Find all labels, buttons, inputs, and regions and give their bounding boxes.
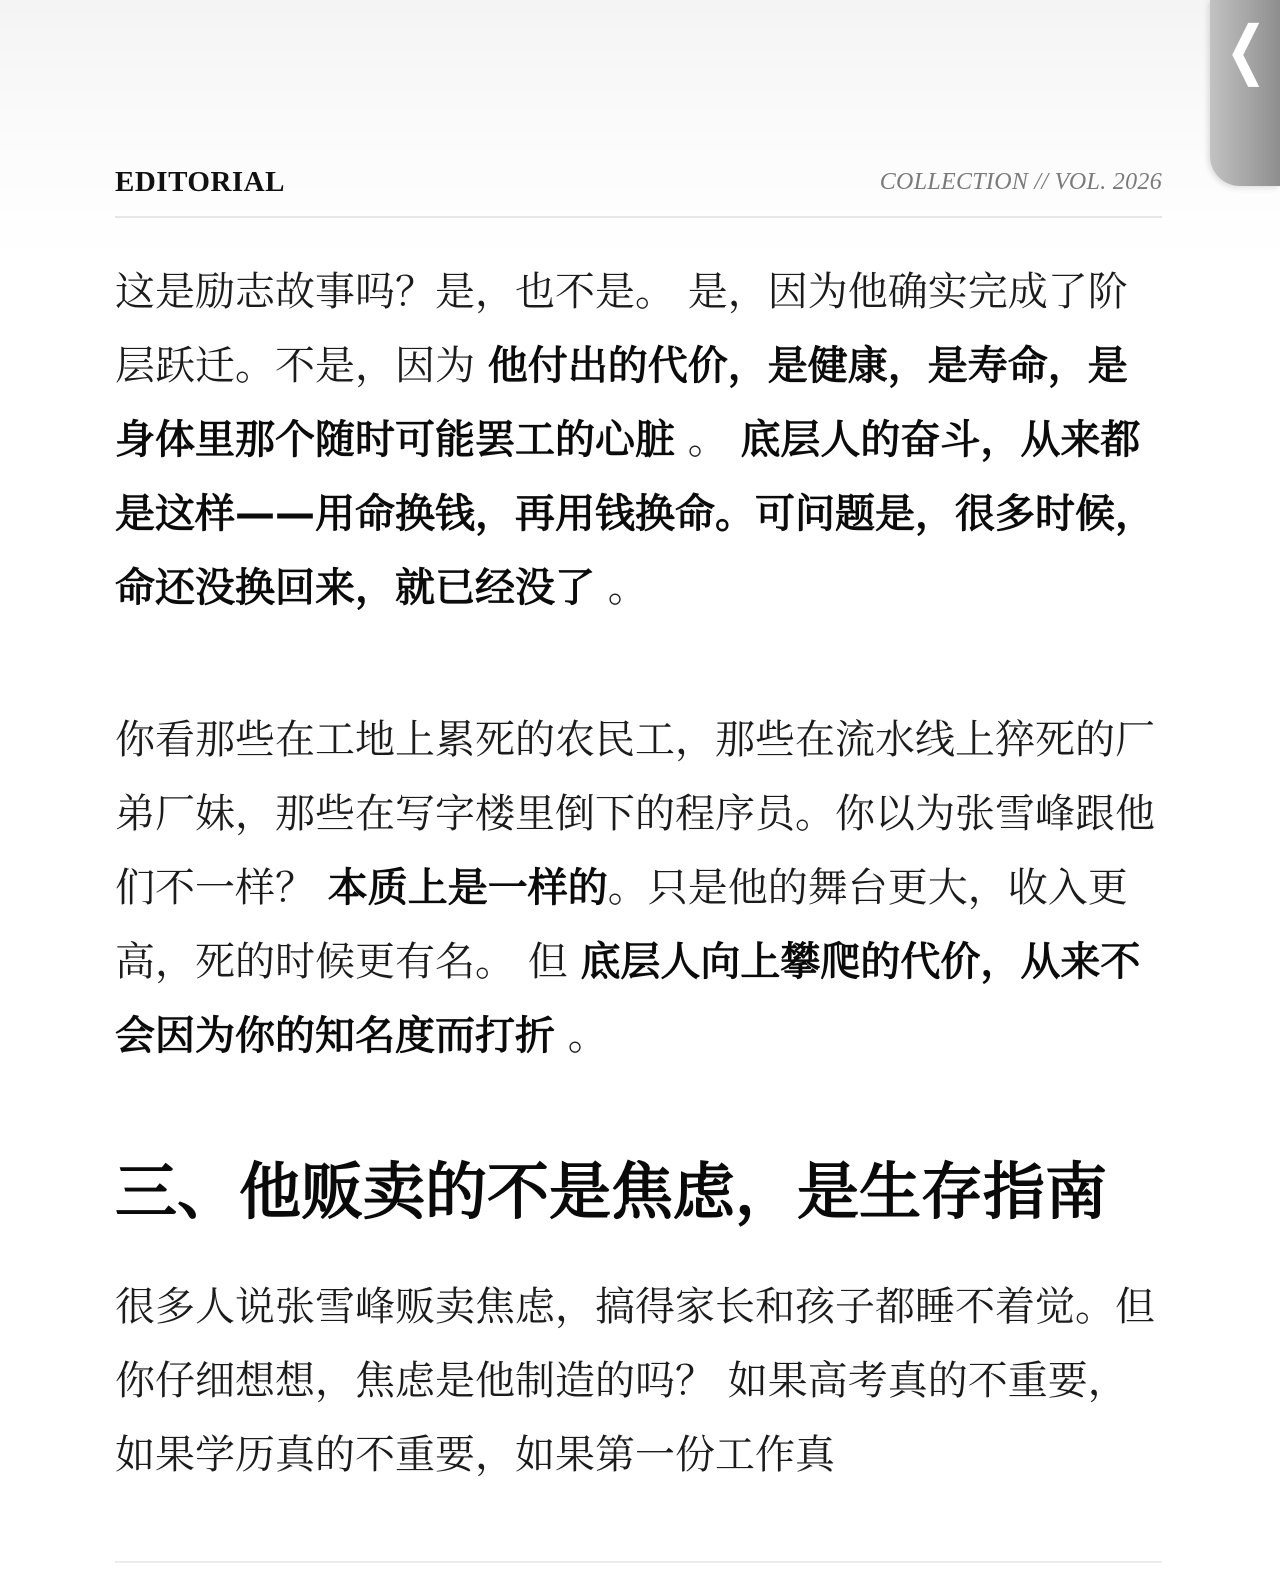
- section-heading: 三、他贩卖的不是焦虑，是生存指南: [115, 1155, 1108, 1228]
- bottom-divider: [115, 1561, 1162, 1563]
- chevron-left-icon[interactable]: ❬: [1220, 13, 1272, 86]
- bold-span: 底层人向上攀爬的代价，从来不会因为你的知名度而打折: [115, 939, 1141, 1059]
- bold-span: 。: [715, 491, 755, 537]
- text-span: 。: [555, 1013, 608, 1059]
- bold-span: 可问题是，很多时候，命还没换回来，就已经没了: [115, 491, 1155, 611]
- back-button[interactable]: [1210, 0, 1280, 186]
- bold-span: 底层人的奋斗，从来都是这样——用命换钱，再用钱换命: [115, 417, 1141, 537]
- paragraph-3: 很多人说张雪峰贩卖焦虑，搞得家长和孩子都睡不着觉。但你仔细想想，焦虑是他制造的吗？ 如果高考真的不重要，如果学历真的不重要，如果第一份工作真: [115, 1284, 1155, 1478]
- text-span: 。: [675, 417, 741, 463]
- masthead: [115, 160, 1162, 218]
- bold-span: 他付出的代价，是健康，是寿命，是身体里那个随时可能罢工的心脏: [115, 343, 1128, 463]
- brand-title: EDITORIAL: [115, 166, 285, 198]
- bold-span: 本质上是一样的: [327, 865, 608, 911]
- paragraph-1: [115, 255, 1155, 625]
- text-span: 你看那些在工地上累死的农民工，那些在流水线上猝死的厂弟厂妹，那些在写字楼里倒下的程序员。你以为张雪峰跟他们不一样？: [115, 717, 1155, 911]
- paragraph-2: [115, 703, 1155, 1073]
- text-span: 。: [595, 565, 648, 611]
- text-span: 这是励志故事吗？是，也不是。 是，因为他确实完成了阶层跃迁。不是，因为: [115, 269, 1128, 389]
- text-span: 。只是他的舞台更大，收入更高，死的时候更有名。 但: [115, 865, 1128, 985]
- collection-label: COLLECTION // VOL. 2026: [879, 169, 1162, 195]
